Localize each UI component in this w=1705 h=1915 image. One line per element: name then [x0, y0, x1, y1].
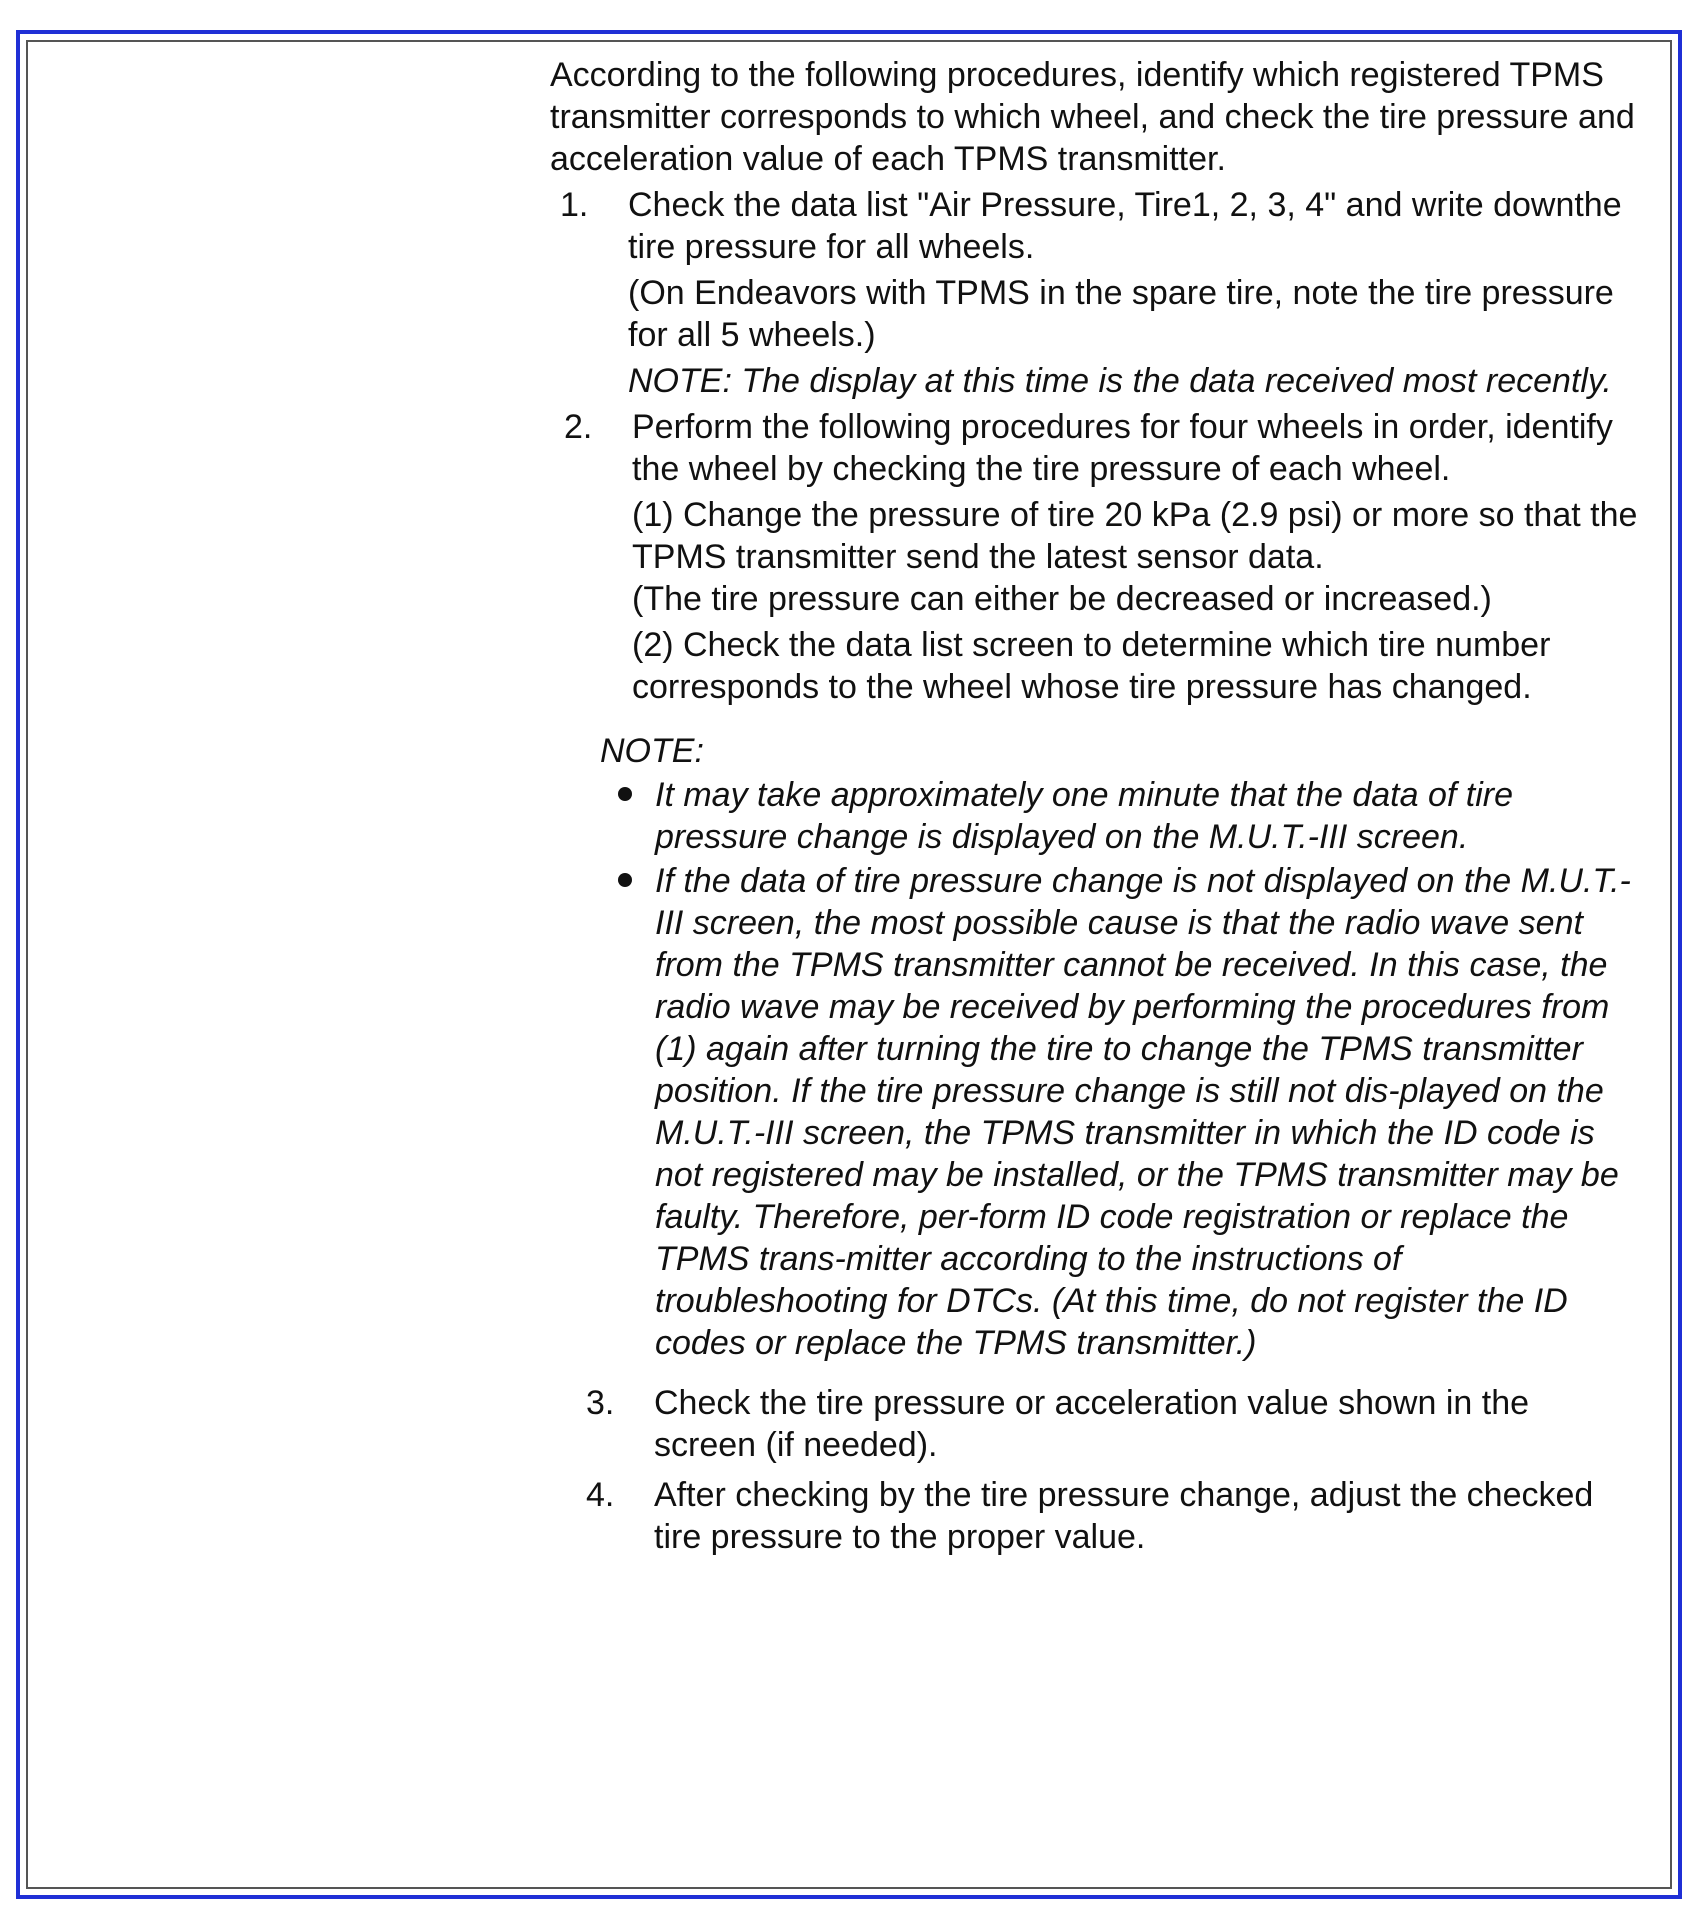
- step-4-number: 4.: [586, 1476, 615, 1514]
- intro-paragraph: According to the following procedures, identify which registered TPMS transmitter corresponds to which wheel, and check the tire pressure and acceleration value of each TPMS transmitter.: [550, 56, 1635, 178]
- step-2-sub-1: (1) Change the pressure of tire 20 kPa (2.9 psi) or more so that the TPMS transmitter send the latest sensor data.: [632, 496, 1638, 576]
- step-3-text: Check the tire pressure or acceleration value shown in the screen (if needed).: [654, 1384, 1530, 1464]
- step-1-text: Check the data list "Air Pressure, Tire1, 2, 3, 4" and write downthe tire pressure for all wheels.: [628, 186, 1622, 266]
- step-2-number: 2.: [564, 408, 593, 446]
- note-bullets: [600, 774, 1640, 1364]
- note-title: NOTE:: [600, 732, 704, 770]
- step-2-sub-1b: (The tire pressure can either be decreased or increased.): [632, 580, 1492, 618]
- step-2-sub-2: (2) Check the data list screen to determine which tire number corresponds to the wheel whose tire pressure has changed.: [632, 626, 1551, 706]
- step-2-text: Perform the following procedures for four wheels in order, identify the wheel by checking the tire pressure of each wheel.: [632, 408, 1613, 488]
- note-block: [600, 730, 1640, 1364]
- step-4-text: After checking by the tire pressure change, adjust the checked tire pressure to the proper value.: [654, 1476, 1594, 1556]
- step-1-sub: (On Endeavors with TPMS in the spare tire, note the tire pressure for all 5 wheels.): [628, 274, 1614, 354]
- note-bullet: [600, 774, 1640, 858]
- step-3-number: 3.: [586, 1384, 615, 1422]
- document-content: [550, 54, 1640, 1558]
- step-3: [586, 1382, 1640, 1466]
- step-2: [564, 406, 1640, 708]
- bullet-icon: [618, 873, 632, 887]
- note-bullet-text: If the data of tire pressure change is not displayed on the M.U.T.-III screen, the most possible cause is that the radio wave sent from the TPMS transmitter cannot be received. In this case, the radio wave may be received by performing the procedures from (1) again after turning the tire to change the TPMS transmitter position. If the tire pressure change is still not dis-played on the M.U.T.-III screen, the TPMS transmitter in which the ID code is not registered may be installed, or the TPMS transmitter may be faulty. Therefore, per-form ID code registration or replace the TPMS trans-mitter according to the instructions of troubleshooting for DTCs. (At this time, do not register the ID codes or replace the TPMS transmitter.): [655, 862, 1631, 1362]
- note-bullet-text: It may take approximately one minute that the data of tire pressure change is displayed on the M.U.T.-III screen.: [655, 776, 1514, 856]
- note-bullet: [600, 860, 1640, 1364]
- step-1-number: 1.: [560, 186, 589, 224]
- step-1: [560, 184, 1640, 402]
- step-4: [586, 1474, 1640, 1558]
- bullet-icon: [618, 787, 632, 801]
- step-1-note: NOTE: The display at this time is the data received most recently.: [628, 362, 1612, 400]
